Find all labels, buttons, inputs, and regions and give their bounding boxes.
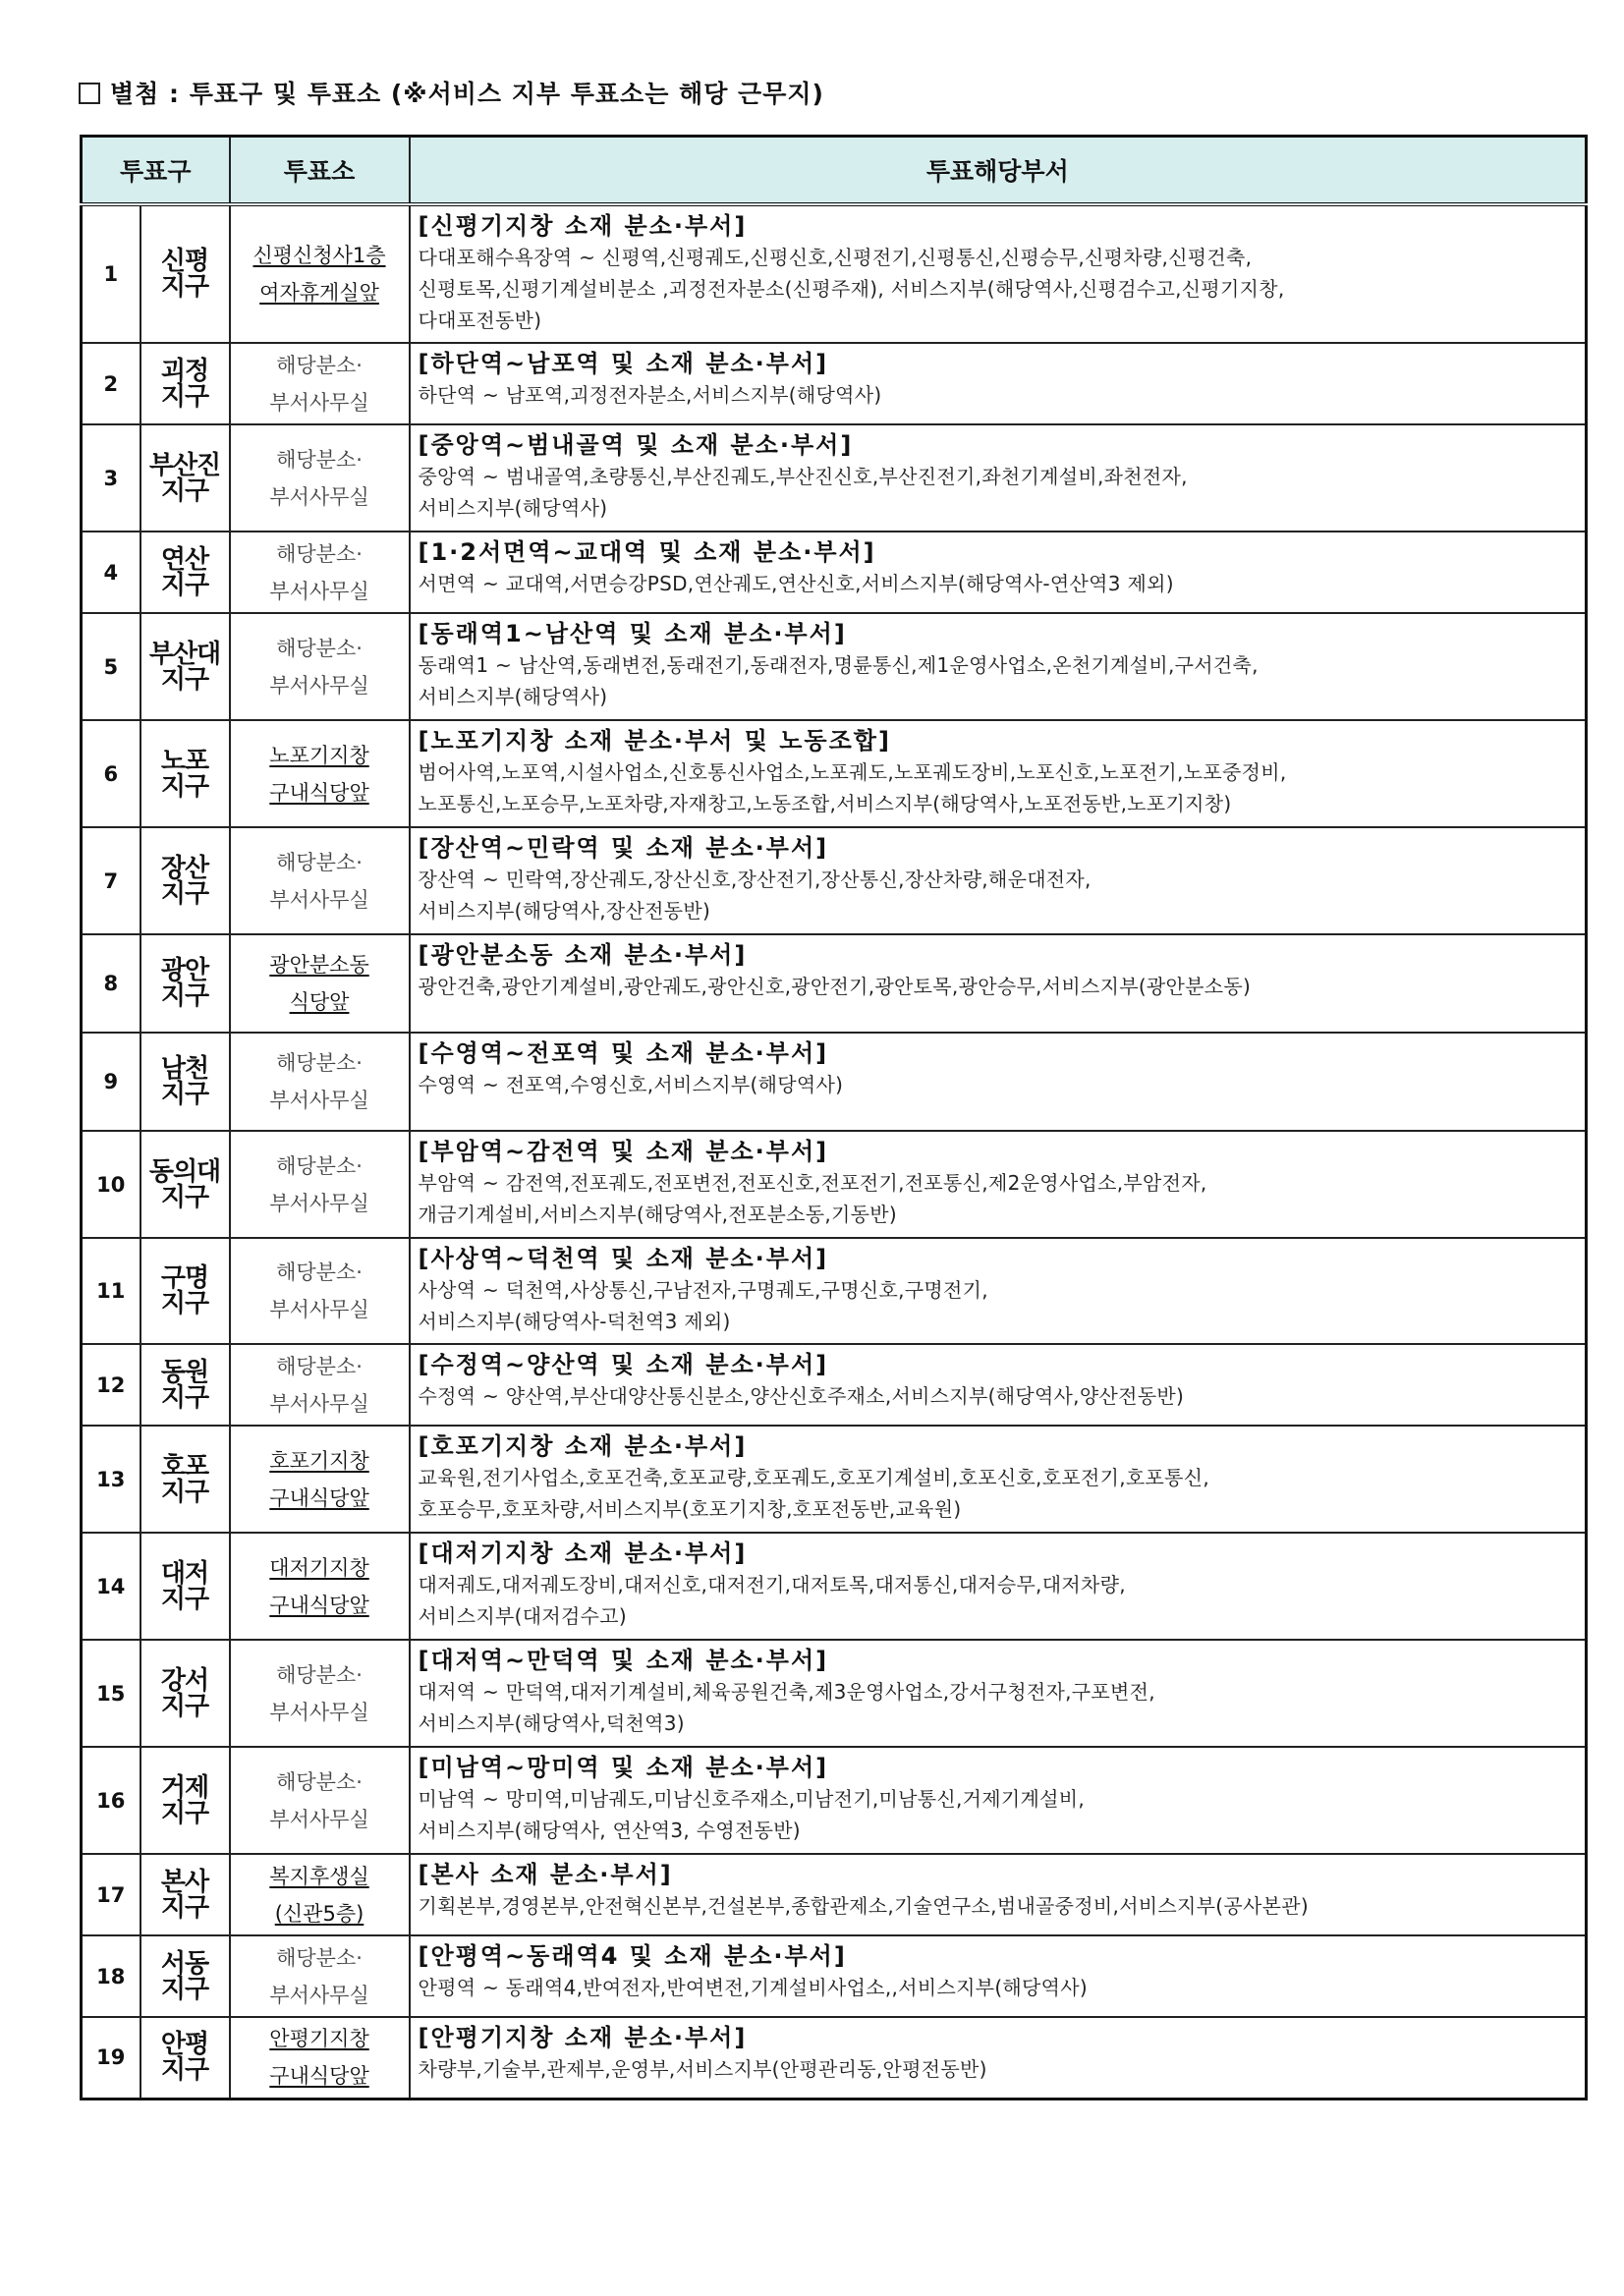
- department-cell: [410, 720, 1587, 827]
- district-name-line: 거제: [160, 1772, 209, 1803]
- row-number: 13: [82, 1426, 140, 1533]
- department-cell: [410, 532, 1587, 613]
- department-list-line: 개금기계설비,서비스지부(해당역사,전포분소동,기동반): [418, 1203, 897, 1226]
- polling-place-line: [232, 441, 408, 478]
- polling-place: [230, 1747, 410, 1854]
- polling-place-text: 부서사무실: [269, 484, 369, 509]
- department-group-title: [신평기지창 소재 분소·부서]: [418, 212, 748, 240]
- polling-place-text: 해당분소·: [276, 850, 363, 874]
- department-cell: [410, 1238, 1587, 1344]
- department-group-title: [1·2서면역~교대역 및 소재 분소·부서]: [418, 538, 876, 566]
- department-cell: [410, 1533, 1587, 1640]
- header-district: 투표구: [82, 137, 230, 205]
- table-row: [82, 1533, 1587, 1640]
- polling-place-text: 해당분소·: [276, 447, 363, 472]
- department-group-title: [수영역~전포역 및 소재 분소·부서]: [418, 1039, 829, 1067]
- department-list-line: 서비스지부(해당역사, 연산역3, 수영전동반): [418, 1819, 801, 1842]
- department-list-line: 서비스지부(해당역사,덕천역3): [418, 1711, 685, 1735]
- polling-place-text: 구내식당앞: [269, 2064, 369, 2089]
- department-group-title: [대저기지창 소재 분소·부서]: [418, 1540, 748, 1567]
- polling-place-text: 부서사무실: [269, 1391, 369, 1416]
- department-group-title: [사상역~덕천역 및 소재 분소·부서]: [418, 1245, 829, 1272]
- polling-place: [230, 424, 410, 532]
- polling-place-text: 부서사무실: [269, 1983, 369, 2007]
- row-number: 2: [82, 343, 140, 424]
- attachment-heading: [79, 75, 824, 110]
- table-row: [82, 613, 1587, 720]
- polling-place-line: [232, 384, 408, 421]
- row-number: 3: [82, 424, 140, 532]
- polling-place: [230, 1640, 410, 1747]
- department-list-line: 노포통신,노포승무,노포차량,자재창고,노동조합,서비스지부(해당역사,노포전동반,노포기지창): [418, 792, 1232, 815]
- row-number: 6: [82, 720, 140, 827]
- row-number: 5: [82, 613, 140, 720]
- polling-place-line: [232, 946, 408, 983]
- polling-place-text: 부서사무실: [269, 1700, 369, 1724]
- department-cell: [410, 204, 1587, 343]
- district-name-line: 지구: [160, 570, 209, 600]
- polling-place-line: [232, 2020, 408, 2057]
- department-group-title: [동래역1~남산역 및 소재 분소·부서]: [418, 620, 847, 647]
- row-number: 8: [82, 934, 140, 1033]
- polling-place-text: 부서사무실: [269, 887, 369, 912]
- polling-place-line: [232, 1480, 408, 1517]
- row-number: 11: [82, 1238, 140, 1344]
- district-name-line: 노포: [160, 746, 209, 776]
- department-group-title: [미남역~망미역 및 소재 분소·부서]: [418, 1754, 829, 1781]
- district-name: [140, 1854, 230, 1935]
- district-name-line: 부산대: [148, 639, 221, 669]
- polling-place: [230, 1131, 410, 1238]
- polling-place-text: 해당분소·: [276, 1153, 363, 1178]
- department-list-line: 서비스지부(해당역사): [418, 496, 608, 520]
- district-name-line: 부산진: [148, 450, 221, 480]
- polling-place-line: [232, 983, 408, 1021]
- polling-place: [230, 1935, 410, 2017]
- polling-place-text: 안평기지창: [269, 2027, 369, 2051]
- polling-place-line: [232, 274, 408, 311]
- table-row: [82, 1131, 1587, 1238]
- department-list-line: 서비스지부(해당역사): [418, 685, 608, 708]
- district-name-line: 지구: [160, 1798, 209, 1828]
- polling-place-text: 해당분소·: [276, 353, 363, 377]
- polling-place-text: 부서사무실: [269, 1191, 369, 1215]
- polling-place: [230, 1033, 410, 1131]
- polling-place-line: [232, 737, 408, 774]
- table-row: [82, 720, 1587, 827]
- polling-place-line: [232, 1385, 408, 1423]
- polling-place-text: 신평신청사1층: [252, 244, 386, 267]
- polling-place-line: [232, 237, 408, 274]
- polling-place-line: [232, 1656, 408, 1694]
- row-number: 7: [82, 827, 140, 934]
- district-name-line: 지구: [160, 1691, 209, 1721]
- attachment-heading-text: 별첨 : 투표구 및 투표소 (※서비스 지부 투표소는 해당 근무지): [110, 80, 824, 108]
- department-list-line: 대저궤도,대저궤도장비,대저신호,대저전기,대저토목,대저통신,대저승무,대저차량,: [418, 1573, 1126, 1596]
- polling-place-line: [232, 1185, 408, 1222]
- district-name: [140, 424, 230, 532]
- polling-place-text: 노포기지창: [269, 743, 369, 767]
- district-name-line: 서동: [160, 1948, 209, 1979]
- polling-place-line: [232, 1044, 408, 1082]
- department-list-line: 기획본부,경영본부,안전혁신본부,건설본부,종합관제소,기술연구소,범내골중정비,서비스지부(공사본관): [418, 1894, 1309, 1918]
- department-cell: [410, 1131, 1587, 1238]
- polling-place: [230, 204, 410, 343]
- district-name: [140, 1238, 230, 1344]
- row-number: 16: [82, 1747, 140, 1854]
- polling-place-text: 해당분소·: [276, 1945, 363, 1970]
- district-name: [140, 532, 230, 613]
- polling-place-text: 구내식당앞: [269, 780, 369, 805]
- polling-place: [230, 1238, 410, 1344]
- district-name-line: 안평: [160, 2030, 209, 2060]
- row-number: 4: [82, 532, 140, 613]
- table-row: [82, 343, 1587, 424]
- department-list-line: 서비스지부(대저검수고): [418, 1604, 627, 1628]
- department-list-line: 수영역 ~ 전포역,수영신호,서비스지부(해당역사): [418, 1073, 844, 1096]
- row-number: 10: [82, 1131, 140, 1238]
- polling-place-line: [232, 573, 408, 610]
- district-name: [140, 204, 230, 343]
- table-row: [82, 827, 1587, 934]
- district-name-line: 지구: [160, 771, 209, 802]
- department-list-line: 교육원,전기사업소,호포건축,호포교량,호포궤도,호포기계설비,호포신호,호포전기,호포통신,: [418, 1466, 1209, 1489]
- polling-place-line: [232, 347, 408, 384]
- department-group-title: [부암역~감전역 및 소재 분소·부서]: [418, 1138, 829, 1165]
- header-departments: 투표해당부서: [410, 137, 1587, 205]
- district-name-line: 지구: [160, 664, 209, 695]
- department-group-title: [장산역~민락역 및 소재 분소·부서]: [418, 834, 829, 862]
- department-list-line: 중앙역 ~ 범내골역,초량통신,부산진궤도,부산진신호,부산진전기,좌천기계설비,좌천전자,: [418, 465, 1188, 488]
- department-list-line: 장산역 ~ 민락역,장산궤도,장산신호,장산전기,장산통신,장산차량,해운대전자,: [418, 868, 1092, 891]
- checkbox-square-icon: [79, 83, 100, 104]
- district-name-line: 본사: [160, 1867, 209, 1897]
- polling-place-line: [232, 630, 408, 667]
- district-name-line: 지구: [160, 1182, 209, 1212]
- department-cell: [410, 1935, 1587, 2017]
- polling-place: [230, 343, 410, 424]
- district-name-line: 지구: [160, 272, 209, 302]
- department-list-line: 다대포전동반): [418, 308, 542, 332]
- polling-place-line: [232, 1939, 408, 1977]
- polling-place-line: [232, 1442, 408, 1480]
- row-number: 9: [82, 1033, 140, 1131]
- polling-place-text: 여자휴게실앞: [259, 281, 379, 305]
- table-row: [82, 2017, 1587, 2099]
- polling-place-line: [232, 1895, 408, 1932]
- polling-place-text: 부서사무실: [269, 673, 369, 698]
- polling-place-line: [232, 1764, 408, 1801]
- polling-place-text: 대저기지창: [269, 1555, 369, 1580]
- table-row: [82, 1854, 1587, 1935]
- department-cell: [410, 1854, 1587, 1935]
- polling-table-container: [80, 135, 1585, 2100]
- district-name: [140, 827, 230, 934]
- table-header-row: [82, 137, 1587, 205]
- polling-place-text: 부서사무실: [269, 1089, 369, 1112]
- district-name-line: 대저: [160, 1558, 209, 1589]
- district-name: [140, 1533, 230, 1640]
- polling-place-text: 해당분소·: [276, 1662, 363, 1687]
- polling-place: [230, 1426, 410, 1533]
- department-list-line: 동래역1 ~ 남산역,동래변전,동래전기,동래전자,명륜통신,제1운영사업소,온천기계설비,구서건축,: [418, 653, 1259, 677]
- department-cell: [410, 827, 1587, 934]
- polling-place-text: (신관5층): [274, 1901, 364, 1926]
- district-name-line: 광안: [160, 956, 209, 985]
- department-list-line: 범어사역,노포역,시설사업소,신호통신사업소,노포궤도,노포궤도장비,노포신호,노포전기,노포중정비,: [418, 760, 1287, 784]
- table-row: [82, 1344, 1587, 1426]
- header-polling-place: 투표소: [230, 137, 410, 205]
- row-number: 15: [82, 1640, 140, 1747]
- department-cell: [410, 424, 1587, 532]
- district-name-line: 강서: [160, 1665, 209, 1696]
- department-list-line: 부암역 ~ 감전역,전포궤도,전포변전,전포신호,전포전기,전포통신,제2운영사업소,부암전자,: [418, 1171, 1207, 1195]
- row-number: 18: [82, 1935, 140, 2017]
- polling-station-table: [80, 135, 1588, 2100]
- district-name: [140, 1747, 230, 1854]
- department-cell: [410, 2017, 1587, 2099]
- district-name-line: 지구: [160, 1080, 209, 1109]
- department-list-line: 하단역 ~ 남포역,괴정전자분소,서비스지부(해당역사): [418, 383, 882, 407]
- district-name-line: 장산: [160, 853, 209, 883]
- department-group-title: [수정역~양산역 및 소재 분소·부서]: [418, 1351, 829, 1378]
- department-group-title: [하단역~남포역 및 소재 분소·부서]: [418, 350, 829, 377]
- polling-place: [230, 1533, 410, 1640]
- department-list-line: 서비스지부(해당역사-덕천역3 제외): [418, 1310, 731, 1333]
- table-row: [82, 1640, 1587, 1747]
- department-cell: [410, 1747, 1587, 1854]
- polling-place-line: [232, 774, 408, 812]
- district-name-line: 지구: [160, 381, 209, 412]
- district-name: [140, 2017, 230, 2099]
- district-name-line: 호포: [160, 1451, 209, 1482]
- department-list-line: 신평토목,신평기계설비분소 ,괴정전자분소(신평주재), 서비스지부(해당역사,신평검수고,신평기지창,: [418, 277, 1285, 301]
- table-row: [82, 532, 1587, 613]
- department-cell: [410, 1426, 1587, 1533]
- polling-place-text: 부서사무실: [269, 579, 369, 603]
- department-list-line: 차량부,기술부,관제부,운영부,서비스지부(안평관리동,안평전동반): [418, 2057, 987, 2081]
- polling-place-line: [232, 1587, 408, 1624]
- district-name: [140, 1426, 230, 1533]
- table-row: [82, 1238, 1587, 1344]
- department-cell: [410, 613, 1587, 720]
- polling-place-line: [232, 1348, 408, 1385]
- polling-place-line: [232, 1148, 408, 1185]
- polling-place-text: 부서사무실: [269, 390, 369, 415]
- department-cell: [410, 1640, 1587, 1747]
- department-group-title: [안평기지창 소재 분소·부서]: [418, 2024, 748, 2051]
- table-row: [82, 204, 1587, 343]
- district-name-line: 신평: [160, 247, 209, 276]
- polling-place-text: 해당분소·: [276, 541, 363, 566]
- polling-place-text: 해당분소·: [276, 636, 363, 660]
- department-list-line: 호포승무,호포차량,서비스지부(호포기지창,호포전동반,교육원): [418, 1497, 962, 1521]
- department-group-title: [노포기지창 소재 분소·부서 및 노동조합]: [418, 727, 891, 755]
- department-list-line: 광안건축,광안기계설비,광안궤도,광안신호,광안전기,광안토목,광안승무,서비스지부(광안분소동): [418, 975, 1252, 998]
- polling-place-text: 구내식당앞: [269, 1485, 369, 1510]
- department-cell: [410, 934, 1587, 1033]
- department-list-line: 수정역 ~ 양산역,부산대양산통신분소,양산신호주재소,서비스지부(해당역사,양산전동반): [418, 1384, 1185, 1408]
- district-name: [140, 1640, 230, 1747]
- polling-place: [230, 2017, 410, 2099]
- district-name-line: 지구: [160, 1382, 209, 1413]
- department-group-title: [대저역~만덕역 및 소재 분소·부서]: [418, 1647, 829, 1674]
- polling-place-text: 부서사무실: [269, 1298, 369, 1321]
- polling-place-text: 구내식당앞: [269, 1593, 369, 1617]
- department-group-title: [광안분소동 소재 분소·부서]: [418, 941, 748, 969]
- table-row: [82, 424, 1587, 532]
- district-name: [140, 1344, 230, 1426]
- polling-place-line: [232, 844, 408, 881]
- polling-place-text: 복지후생실: [269, 1864, 369, 1888]
- polling-place-text: 식당앞: [289, 990, 350, 1014]
- district-name-line: 지구: [160, 2055, 209, 2086]
- department-group-title: [안평역~동래역4 및 소재 분소·부서]: [418, 1942, 847, 1970]
- district-name-line: 괴정: [160, 356, 209, 386]
- polling-place-text: 해당분소·: [276, 1354, 363, 1378]
- polling-place: [230, 613, 410, 720]
- polling-place: [230, 827, 410, 934]
- district-name-line: 지구: [160, 981, 209, 1011]
- polling-place-line: [232, 667, 408, 704]
- department-cell: [410, 1344, 1587, 1426]
- department-cell: [410, 1033, 1587, 1131]
- department-group-title: [본사 소재 분소·부서]: [418, 1861, 673, 1888]
- polling-place: [230, 1344, 410, 1426]
- district-name: [140, 1935, 230, 2017]
- polling-place-line: [232, 535, 408, 573]
- polling-place: [230, 720, 410, 827]
- department-list-line: 미남역 ~ 망미역,미남궤도,미남신호주재소,미남전기,미남통신,거제기계설비,: [418, 1787, 1086, 1811]
- department-group-title: [중앙역~범내골역 및 소재 분소·부서]: [418, 431, 854, 459]
- district-name: [140, 613, 230, 720]
- district-name-line: 연산: [160, 544, 209, 575]
- polling-place-line: [232, 478, 408, 516]
- polling-place-text: 호포기지창: [269, 1448, 369, 1473]
- department-group-title: [호포기지창 소재 분소·부서]: [418, 1432, 748, 1460]
- district-name: [140, 1033, 230, 1131]
- polling-place-line: [232, 1082, 408, 1119]
- district-name-line: 지구: [160, 476, 209, 506]
- polling-place-line: [232, 1858, 408, 1895]
- district-name-line: 남천: [160, 1054, 209, 1084]
- district-name-line: 지구: [160, 1892, 209, 1923]
- row-number: 1: [82, 204, 140, 343]
- district-name: [140, 934, 230, 1033]
- polling-place-text: 부서사무실: [269, 1807, 369, 1831]
- polling-place-line: [232, 1694, 408, 1731]
- row-number: 12: [82, 1344, 140, 1426]
- polling-place-line: [232, 2057, 408, 2095]
- polling-place-line: [232, 1549, 408, 1587]
- table-row: [82, 1935, 1587, 2017]
- district-name-line: 지구: [160, 1289, 209, 1318]
- polling-place-text: 광안분소동: [269, 953, 369, 977]
- polling-place: [230, 1854, 410, 1935]
- district-name-line: 구명: [160, 1263, 209, 1293]
- row-number: 19: [82, 2017, 140, 2099]
- row-number: 14: [82, 1533, 140, 1640]
- district-name-line: 지구: [160, 1584, 209, 1614]
- table-row: [82, 934, 1587, 1033]
- table-row: [82, 1033, 1587, 1131]
- department-list-line: 서면역 ~ 교대역,서면승강PSD,연산궤도,연산신호,서비스지부(해당역사-연산역3 제외): [418, 572, 1174, 595]
- department-cell: [410, 343, 1587, 424]
- table-row: [82, 1747, 1587, 1854]
- row-number: 17: [82, 1854, 140, 1935]
- table-row: [82, 1426, 1587, 1533]
- polling-place-line: [232, 881, 408, 919]
- department-list-line: 다대포해수욕장역 ~ 신평역,신평궤도,신평신호,신평전기,신평통신,신평승무,신평차량,신평건축,: [418, 246, 1253, 269]
- department-list-line: 서비스지부(해당역사,장산전동반): [418, 899, 711, 923]
- polling-place: [230, 532, 410, 613]
- district-name-line: 동원: [160, 1357, 209, 1387]
- district-name: [140, 343, 230, 424]
- district-name-line: 지구: [160, 878, 209, 909]
- polling-place-text: 해당분소·: [276, 1769, 363, 1794]
- district-name: [140, 1131, 230, 1238]
- polling-place-line: [232, 1801, 408, 1838]
- polling-place-line: [232, 1291, 408, 1328]
- department-list-line: 대저역 ~ 만덕역,대저기계설비,체육공원건축,제3운영사업소,강서구청전자,구포변전,: [418, 1680, 1155, 1704]
- department-list-line: 사상역 ~ 덕천역,사상통신,구남전자,구명궤도,구명신호,구명전기,: [418, 1278, 988, 1302]
- polling-place-line: [232, 1254, 408, 1291]
- district-name: [140, 720, 230, 827]
- district-name-line: 동의대: [148, 1156, 221, 1187]
- district-name-line: 지구: [160, 1974, 209, 2004]
- polling-place-line: [232, 1977, 408, 2014]
- polling-place-text: 해당분소·: [276, 1051, 363, 1075]
- department-list-line: 안평역 ~ 동래역4,반여전자,반여변전,기계설비사업소,,서비스지부(해당역사): [418, 1976, 1089, 1999]
- polling-place-text: 해당분소·: [276, 1260, 363, 1284]
- district-name-line: 지구: [160, 1477, 209, 1507]
- polling-place: [230, 934, 410, 1033]
